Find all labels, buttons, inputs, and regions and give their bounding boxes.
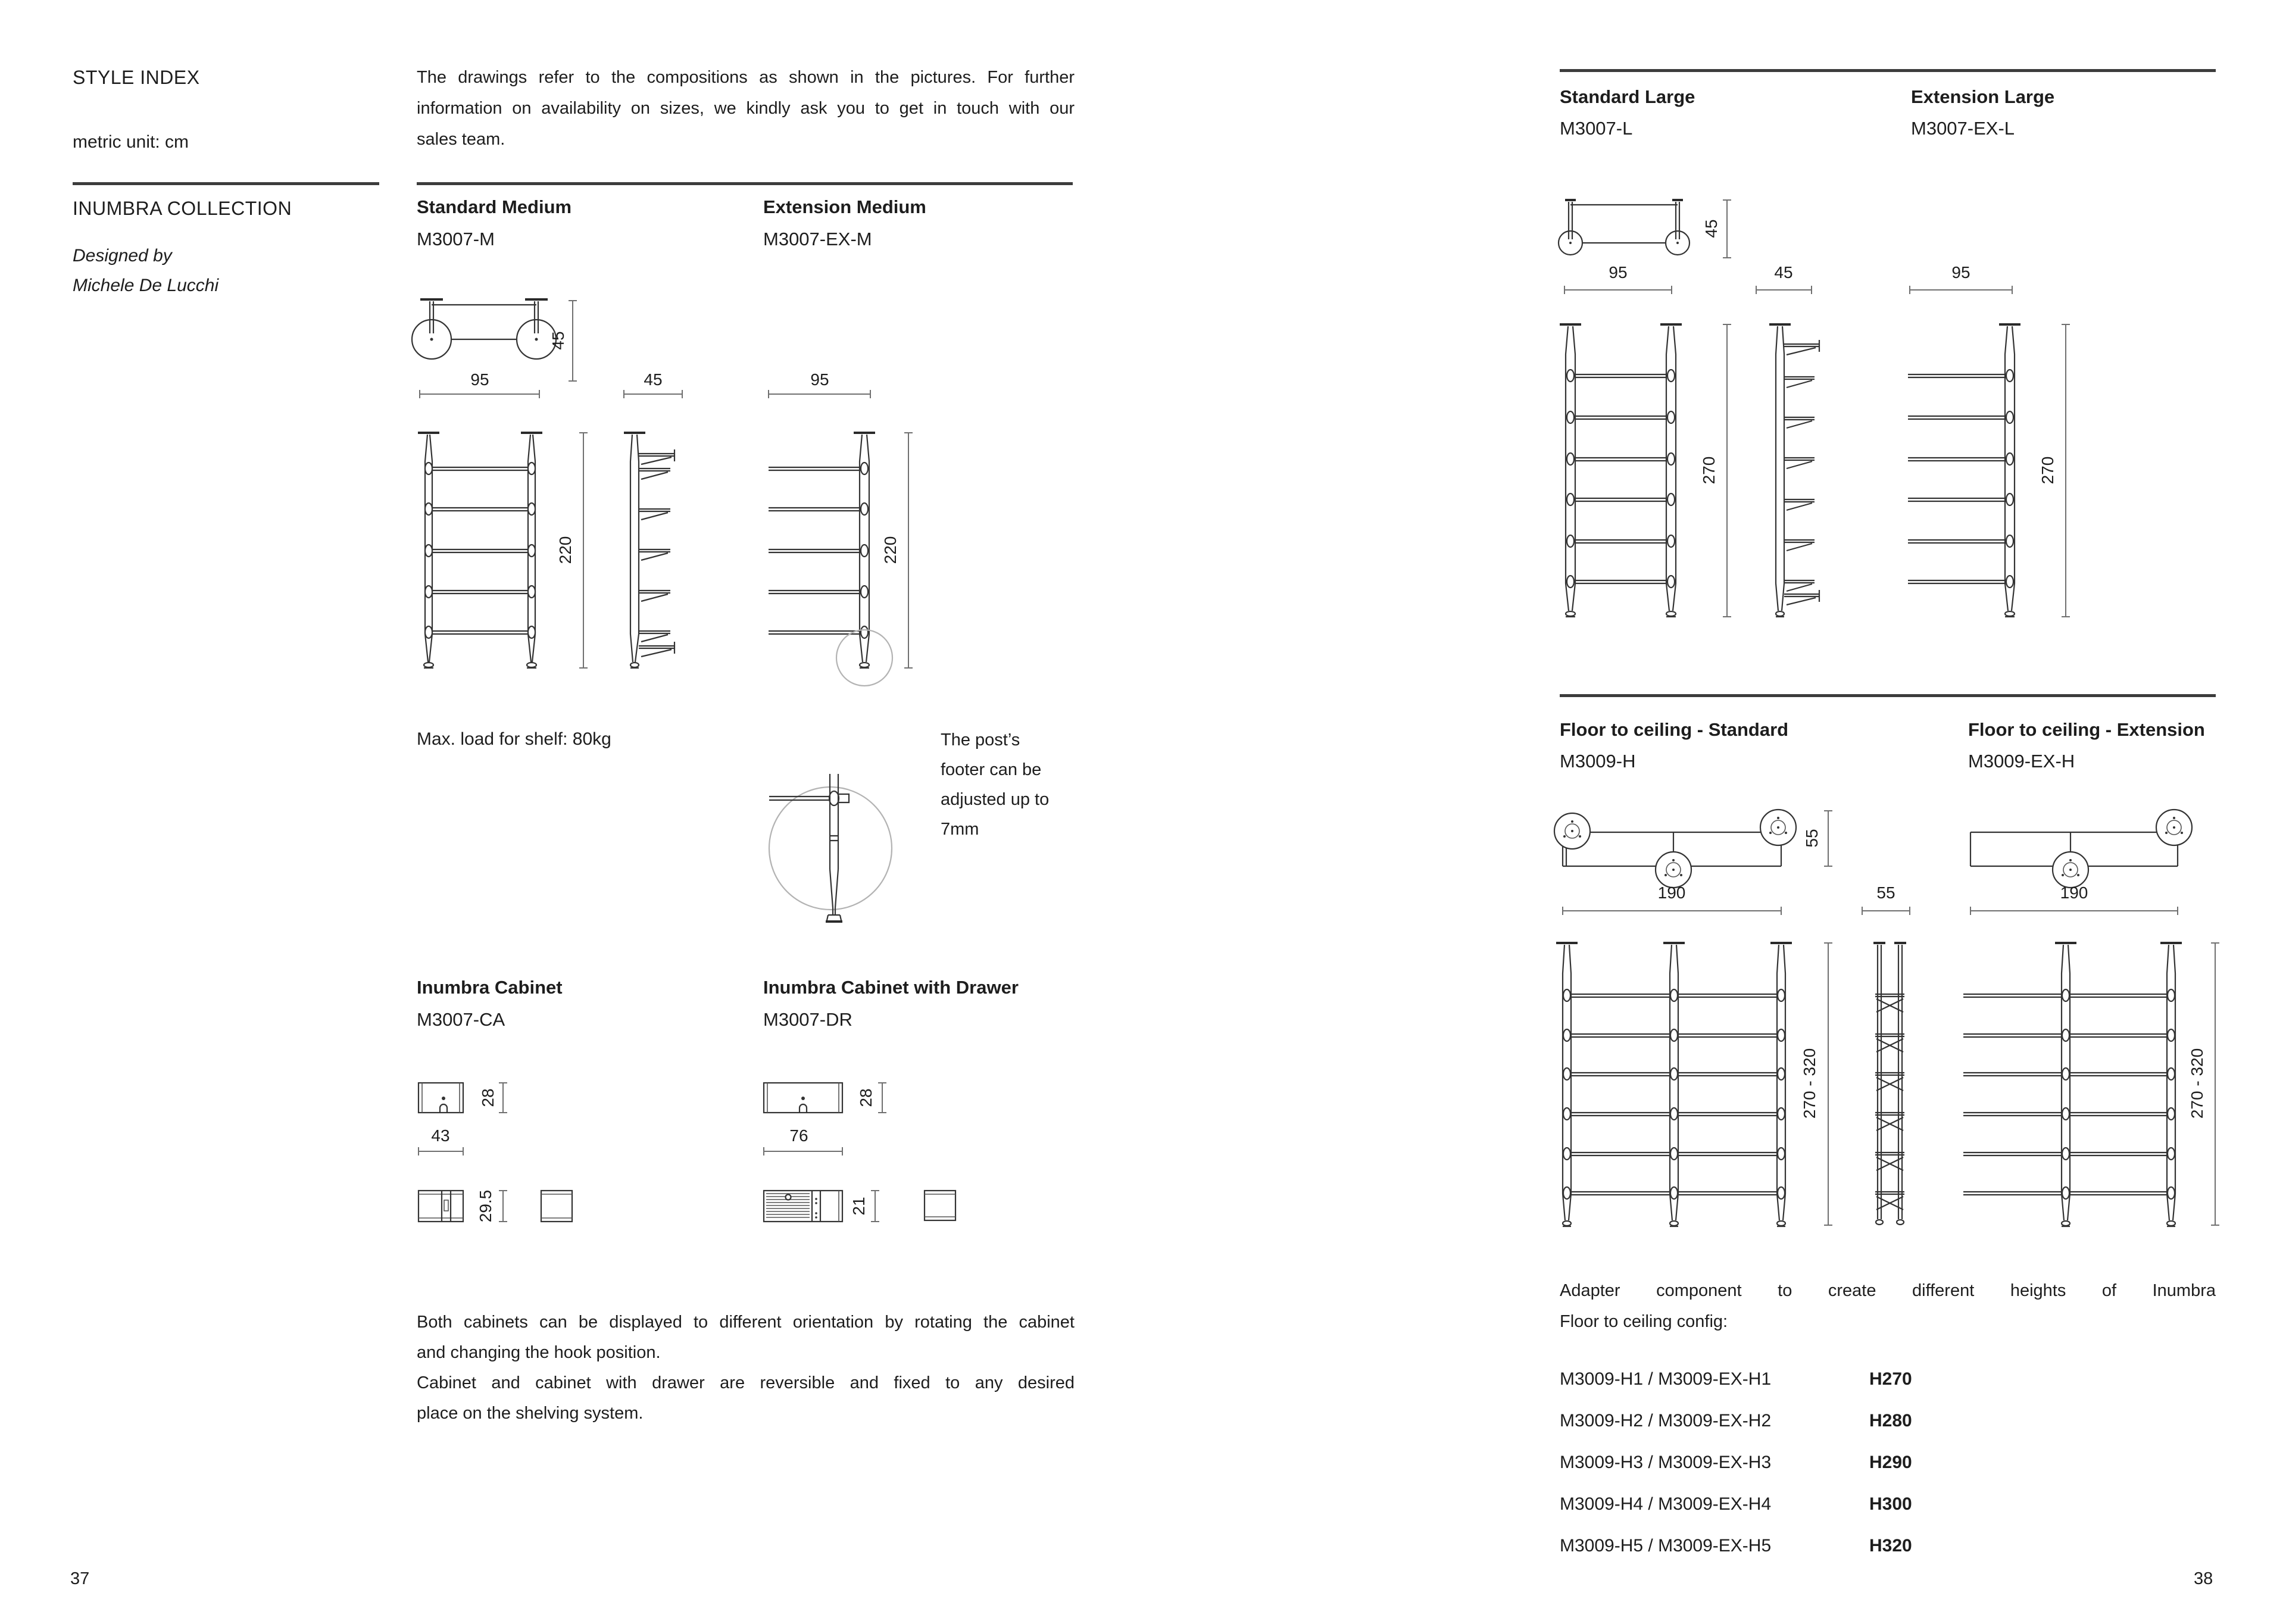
table-row-height: H290	[1869, 1453, 1912, 1472]
table-row-codes: M3009-H3 / M3009-EX-H3	[1560, 1453, 1772, 1472]
product-code-ftc-extension: M3009-EX-H	[1968, 751, 2075, 772]
dim-ftc-height: 270 - 320	[1800, 1048, 1819, 1119]
medium-width-dims	[420, 390, 870, 398]
dim-large-width: 95	[1609, 263, 1628, 282]
table-row-height: H270	[1869, 1369, 1912, 1389]
product-title-cabinet: Inumbra Cabinet	[417, 977, 563, 998]
dim-large-side: 45	[1774, 263, 1793, 282]
intro-line: information on availability on sizes, we kindly ask you to get in touch with our	[417, 99, 1075, 118]
metric-unit-label: metric unit: cm	[73, 132, 189, 152]
ftc-extension-topview-drawing	[1970, 810, 2192, 888]
product-code-standard-medium: M3007-M	[417, 229, 495, 249]
adapter-note-line: Floor to ceiling config:	[1560, 1312, 1728, 1331]
product-code-standard-large: M3007-L	[1560, 118, 1633, 139]
dim-ftc-depth: 55	[1803, 829, 1821, 848]
footer-note-line: The post’s	[941, 730, 1020, 749]
product-code-ftc-standard: M3009-H	[1560, 751, 1636, 772]
product-code-extension-medium: M3007-EX-M	[763, 229, 872, 249]
dim-medium-ext-height: 220	[881, 536, 900, 564]
table-row-codes: M3009-H1 / M3009-EX-H1	[1560, 1369, 1772, 1389]
left-content-rule	[417, 182, 1073, 185]
footer-note-line: 7mm	[941, 820, 979, 839]
dim-cabinet-depth: 29.5	[476, 1189, 495, 1223]
product-code-cabinet-drawer: M3007-DR	[763, 1009, 852, 1030]
dim-ftc-ext-width: 190	[2060, 883, 2088, 902]
dim-medium-height: 220	[556, 536, 574, 564]
dim-cabinet-width: 43	[431, 1126, 450, 1145]
product-code-extension-large: M3007-EX-L	[1911, 118, 2015, 139]
cabinet-bottom-drawing	[419, 1191, 572, 1222]
product-title-extension-large: Extension Large	[1911, 86, 2055, 107]
dim-drawer-height: 28	[857, 1088, 875, 1107]
dim-ftc-width: 190	[1657, 883, 1686, 902]
table-row-codes: M3009-H5 / M3009-EX-H5	[1560, 1536, 1772, 1556]
post-footer-detail-drawing	[769, 774, 892, 922]
cabinet-note-paragraph	[417, 1307, 1075, 1429]
max-load-note: Max. load for shelf: 80kg	[417, 729, 611, 749]
product-title-standard-large: Standard Large	[1560, 86, 1695, 107]
dim-drawer-width: 76	[789, 1126, 808, 1145]
intro-paragraph	[417, 62, 1075, 155]
dim-ftc-ext-height: 270 - 320	[2188, 1048, 2206, 1119]
dim-medium-depth: 45	[549, 331, 567, 350]
intro-line: sales team.	[417, 130, 505, 149]
cabinet-note-line: place on the shelving system.	[417, 1404, 644, 1423]
dim-medium-width: 95	[470, 370, 489, 389]
table-row-height: H320	[1869, 1536, 1912, 1556]
dim-large-ext-width: 95	[1951, 263, 1970, 282]
cabinet-note-line: and changing the hook position.	[417, 1343, 661, 1362]
left-column-rule	[73, 182, 379, 185]
product-title-cabinet-drawer: Inumbra Cabinet with Drawer	[763, 977, 1019, 998]
product-code-cabinet: M3007-CA	[417, 1009, 505, 1030]
dim-medium-side: 45	[644, 370, 663, 389]
table-row-height: H280	[1869, 1411, 1912, 1431]
medium-side-drawing	[624, 433, 674, 668]
page-title: STYLE INDEX	[73, 67, 200, 88]
adapter-note-line: Adapter component to create different heights of Inumbra	[1560, 1281, 2216, 1300]
dim-ftc-side: 55	[1876, 883, 1895, 902]
footer-adjust-note	[941, 725, 1095, 844]
large-side-drawing	[1769, 324, 1819, 617]
dim-medium-ext-width: 95	[810, 370, 829, 389]
page-number-left: 37	[70, 1569, 90, 1588]
ftc-width-dims	[1563, 907, 2178, 915]
product-title-ftc-extension: Floor to ceiling - Extension	[1968, 719, 2205, 740]
product-title-standard-medium: Standard Medium	[417, 196, 572, 217]
dim-cabinet-height: 28	[479, 1088, 497, 1107]
dim-large-ext-height: 270	[2038, 456, 2057, 485]
ftc-extension-front-drawing	[1963, 943, 2219, 1226]
product-title-ftc-standard: Floor to ceiling - Standard	[1560, 719, 1789, 740]
page-number-right: 38	[2194, 1569, 2213, 1588]
table-row-codes: M3009-H2 / M3009-EX-H2	[1560, 1411, 1772, 1431]
cabinet-note-line: Both cabinets can be displayed to different orientation by rotating the cabinet	[417, 1313, 1075, 1332]
footer-note-line: footer can be	[941, 760, 1042, 779]
dim-drawer-depth: 21	[850, 1197, 868, 1216]
designed-by-label: Designed by	[73, 246, 172, 266]
intro-line: The drawings refer to the compositions as shown in the pictures. For further	[417, 68, 1075, 87]
cabinet-note-line: Cabinet and cabinet with drawer are reversible and fixed to any desired	[417, 1373, 1075, 1392]
table-row-codes: M3009-H4 / M3009-EX-H4	[1560, 1494, 1772, 1514]
dim-large-height: 270	[1700, 456, 1718, 485]
collection-title: INUMBRA COLLECTION	[73, 198, 292, 219]
ftc-standard-topview-drawing	[1554, 810, 1832, 888]
product-title-extension-medium: Extension Medium	[763, 196, 926, 217]
right-top-rule	[1560, 69, 2216, 72]
large-width-dims	[1564, 286, 2012, 294]
adapter-note-paragraph	[1560, 1275, 2216, 1337]
ftc-standard-front-drawing	[1556, 943, 1832, 1226]
footer-note-line: adjusted up to	[941, 790, 1050, 809]
right-mid-rule	[1560, 694, 2216, 697]
table-row-height: H300	[1869, 1494, 1912, 1514]
dim-large-depth: 45	[1702, 219, 1720, 238]
ftc-side-drawing	[1873, 943, 1906, 1225]
designer-name: Michele De Lucchi	[73, 276, 219, 295]
